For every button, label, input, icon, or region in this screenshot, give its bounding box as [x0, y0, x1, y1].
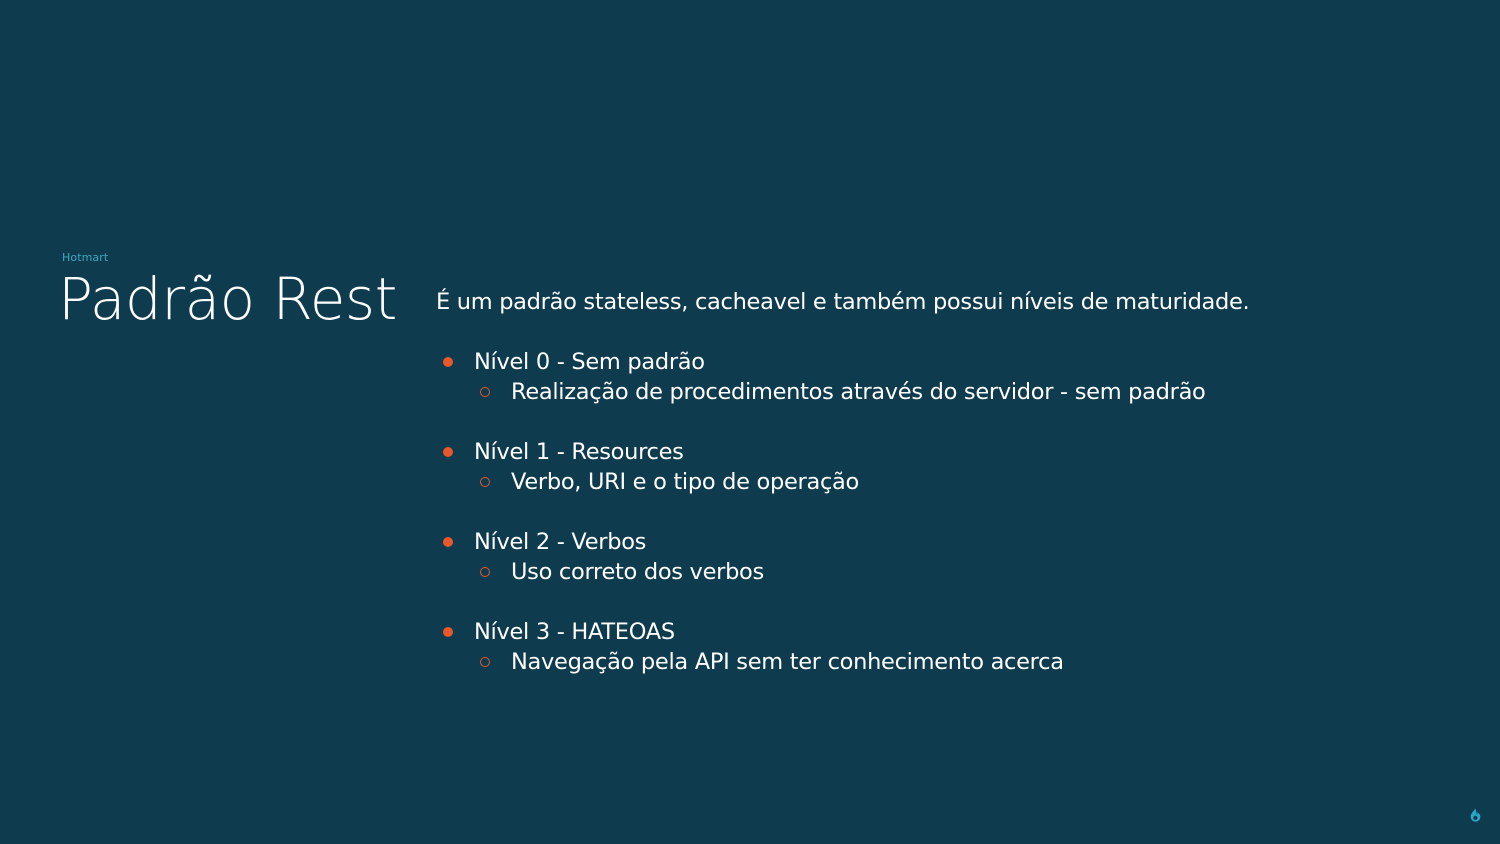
level-detail-row	[436, 647, 1466, 677]
level-row	[436, 617, 1466, 647]
level-row	[436, 437, 1466, 467]
level-detail: Verbo, URI e o tipo de operação	[511, 469, 859, 495]
level-detail-row	[436, 467, 1466, 497]
level-item	[436, 437, 1466, 497]
bullet-icon	[443, 627, 453, 637]
level-label: Nível 1 - Resources	[474, 439, 684, 465]
bullet-icon	[443, 447, 453, 457]
hotmart-flame-icon	[1468, 807, 1482, 823]
level-detail: Navegação pela API sem ter conhecimento acerca	[511, 649, 1064, 675]
level-item	[436, 617, 1466, 677]
bullet-icon	[443, 537, 453, 547]
level-item	[436, 527, 1466, 587]
sub-bullet-icon	[480, 477, 490, 487]
level-detail: Realização de procedimentos através do servidor - sem padrão	[511, 379, 1206, 405]
level-detail-row	[436, 557, 1466, 587]
sub-bullet-icon	[480, 567, 490, 577]
level-row	[436, 347, 1466, 377]
level-label: Nível 2 - Verbos	[474, 529, 647, 555]
level-label: Nível 0 - Sem padrão	[474, 349, 705, 375]
intro-text: É um padrão stateless, cacheavel e também possui níveis de maturidade.	[436, 289, 1250, 315]
brand-kicker: Hotmart	[62, 251, 109, 264]
level-item	[436, 347, 1466, 407]
sub-bullet-icon	[480, 387, 490, 397]
level-label: Nível 3 - HATEOAS	[474, 619, 675, 645]
bullet-icon	[443, 357, 453, 367]
slide-title: Padrão Rest	[58, 265, 397, 333]
level-row	[436, 527, 1466, 557]
slide-content	[436, 287, 1466, 677]
sub-bullet-icon	[480, 657, 490, 667]
level-detail-row	[436, 377, 1466, 407]
level-detail: Uso correto dos verbos	[511, 559, 764, 585]
